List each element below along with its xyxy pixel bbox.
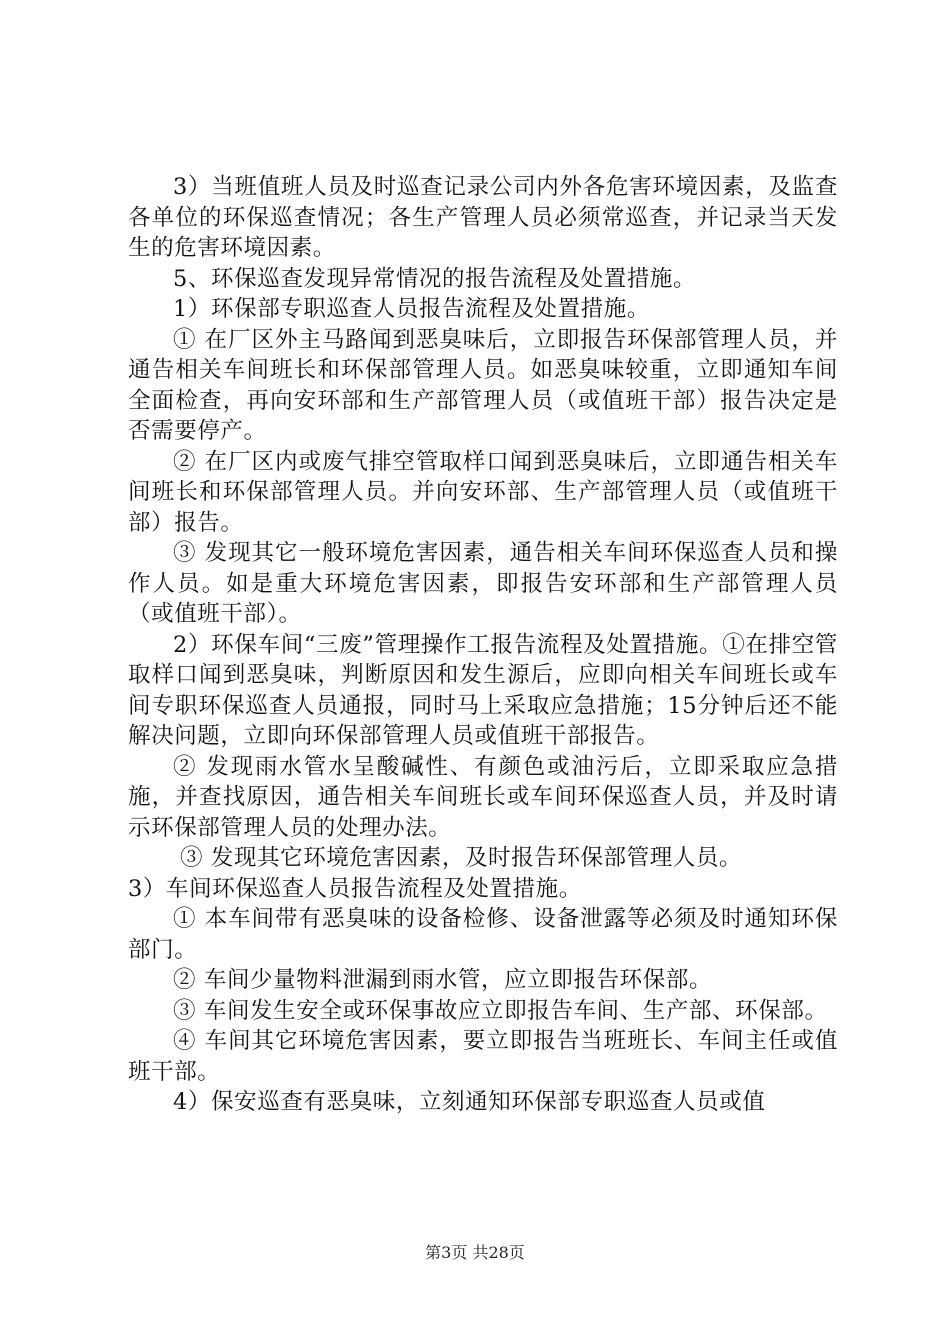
- paragraph: 1）环保部专职巡查人员报告流程及处置措施。: [173, 296, 650, 322]
- paragraph: ① 在厂区外主马路闻到恶臭味后，立即报告环保部管理人员，并通告相关车间班长和环保部管理人员。如恶臭味较重，立即通知车间全面检查，再向安环部和生产部管理人员（或值班干部）报告决定是否需要停产。: [128, 326, 838, 444]
- page-number-label: 第3页 共28页: [425, 1243, 525, 1262]
- paragraph: ② 车间少量物料泄漏到雨水管，应立即报告环保部。: [173, 967, 713, 993]
- paragraph: ① 本车间带有恶臭味的设备检修、设备泄露等必须及时通知环保部门。: [128, 906, 838, 963]
- document-body: [128, 172, 838, 1118]
- paragraph: ② 在厂区内或废气排空管取样口闻到恶臭味后，立即通告相关车间班长和环保部管理人员。并向安环部、生产部管理人员（或值班干部）报告。: [128, 448, 838, 536]
- paragraph: ④ 车间其它环境危害因素，要立即报告当班班长、车间主任或值班干部。: [128, 1028, 838, 1085]
- paragraph: ③ 发现其它一般环境危害因素，通告相关车间环保巡查人员和操作人员。如是重大环境危害因素，即报告安环部和生产部管理人员（或值班干部）。: [128, 540, 838, 627]
- paragraph: 2）环保车间“三废”管理操作工报告流程及处置措施。①在排空管取样口闻到恶臭味，判断原因和发生源后，应即向相关车间班长或车间专职环保巡查人员通报，同时马上采取应急措施；15分钟后还不能解决问题，立即向环保部管理人员或值班干部报告。: [128, 631, 838, 749]
- paragraph: ③ 车间发生安全或环保事故应立即报告车间、生产部、环保部。: [173, 997, 828, 1024]
- paragraph: 4）保安巡查有恶臭味，立刻通知环保部专职巡查人员或值: [173, 1089, 766, 1115]
- paragraph: 3）车间环保巡查人员报告流程及处置措施。: [128, 875, 582, 902]
- paragraph: 3）当班值班人员及时巡查记录公司内外各危害环境因素，及监查各单位的环保巡查情况；各生产管理人员必须常巡查，并记录当天发生的危害环境因素。: [128, 174, 838, 261]
- paragraph: ② 发现雨水管水呈酸碱性、有颜色或油污后，立即采取应急措施，并查找原因，通告相关车间班长或车间环保巡查人员，并及时请示环保部管理人员的处理办法。: [128, 753, 838, 841]
- paragraph: 5、环保巡查发现异常情况的报告流程及处置措施。: [173, 265, 697, 292]
- paragraph: ③ 发现其它环境危害因素，及时报告环保部管理人员。: [180, 845, 743, 871]
- page-footer: [0, 1243, 950, 1263]
